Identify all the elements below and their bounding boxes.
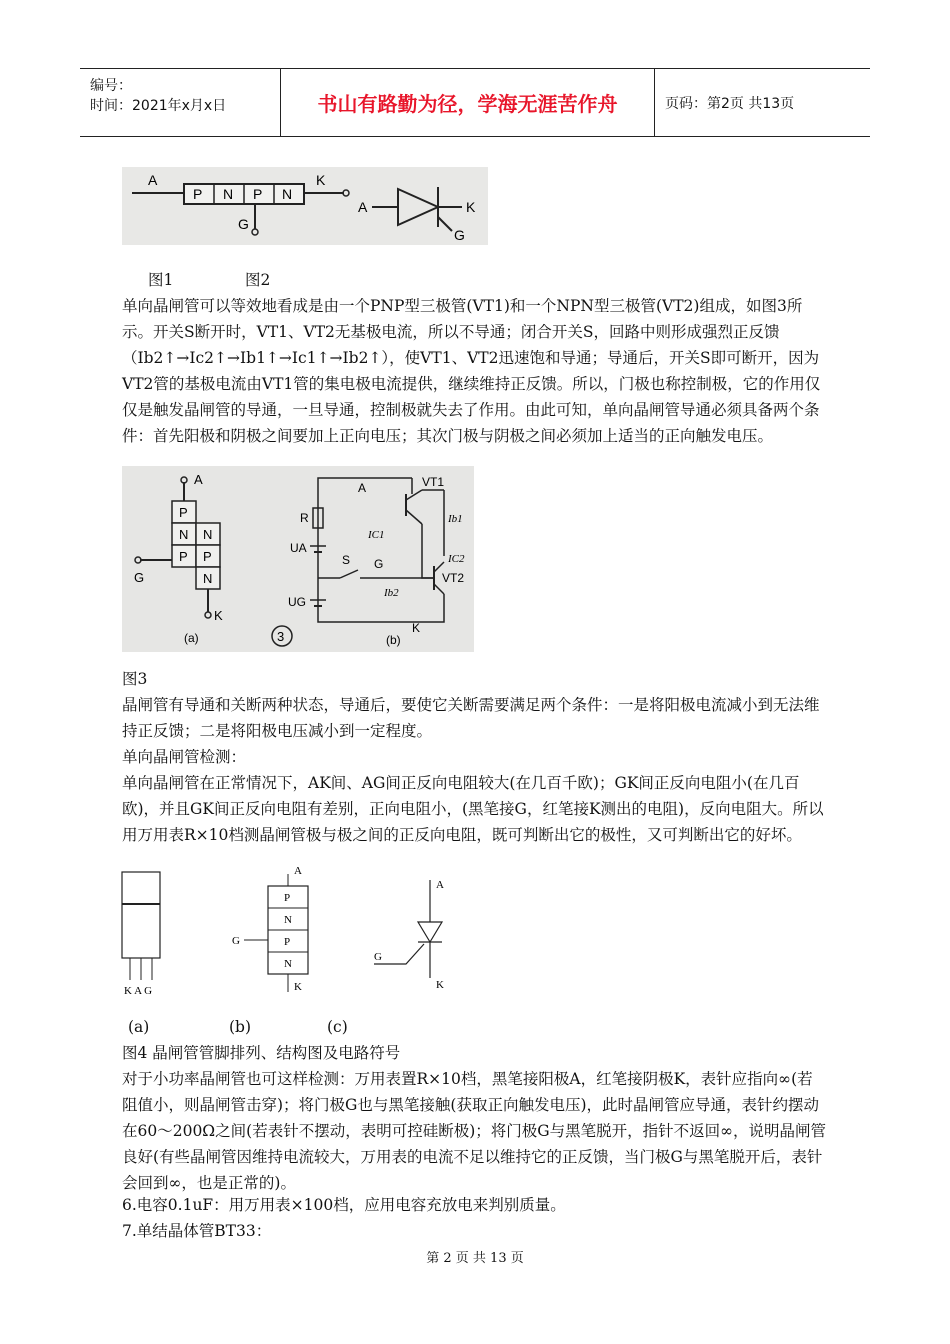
fig3b-label-s: S	[342, 553, 351, 567]
fig3b-label-g: G	[374, 557, 384, 571]
figure-1-2	[122, 167, 488, 245]
fig4b-label-k: K	[294, 981, 302, 993]
fig3b-label-ib2: Ib2	[384, 587, 399, 599]
fig3b-label-ib1: Ib1	[448, 513, 463, 525]
fig1-label-p2: P	[253, 186, 263, 202]
fig1-label-n2: N	[282, 186, 293, 202]
fig3b-caption: (b)	[386, 633, 401, 647]
fig4b-label-p2: P	[284, 936, 291, 948]
fig4b-label-p1: P	[284, 892, 291, 904]
fig4b-label-n2: N	[284, 958, 292, 970]
fig1-label-n1: N	[223, 186, 234, 202]
fig4-sub-a: (a)	[128, 1018, 150, 1036]
detection-heading: 单向晶闸管检测：	[122, 748, 247, 766]
fig3b-label-ug: UG	[288, 595, 306, 609]
fig3b-label-r: R	[300, 511, 309, 525]
fig1-label-p1: P	[193, 186, 203, 202]
fig4a-pins: K A G	[124, 985, 153, 997]
fig3a-caption: (a)	[184, 631, 199, 645]
fig1-label-a: A	[148, 172, 158, 188]
serial-label: 编号：	[90, 78, 132, 94]
fig2-label-g: G	[454, 227, 465, 243]
fig2-caption: 图2	[245, 271, 271, 289]
fig4b-label-a: A	[294, 865, 302, 877]
fig3a-label-a: A	[194, 472, 203, 487]
fig1-caption: 图1	[148, 271, 174, 289]
header-motto: 书山有路勤为径，学海无涯苦作舟	[281, 69, 655, 136]
header-page-info: 页码：第2页 共13页	[665, 95, 795, 112]
figure-4	[118, 860, 458, 1002]
figure-3	[122, 466, 474, 652]
fig3b-label-k: K	[412, 621, 421, 635]
fig3a-label-k: K	[214, 608, 223, 623]
fig4c-label-a: A	[436, 879, 444, 891]
paragraph-detection: 单向晶闸管在正常情况下，AK间、AG间正反向电阻较大(在几百千欧)；GK间正反向电阻小(在几百欧)，并且GK间正反向电阻有差别，正向电阻小，(黑笔接G，红笔接K测出的电阻)，反向电阻大。所以用万用表R×10档测晶闸管极与极之间的正反向电阻，既可判断出它的极性，又可判断出它的好坏。	[122, 774, 824, 844]
fig3a-label-n2: N	[203, 527, 213, 542]
page-footer: 第 2 页 共 13 页	[426, 1251, 524, 1266]
item-capacitor: 6.电容0.1uF：用万用表×100档，应用电容充放电来判别质量。	[122, 1196, 566, 1214]
fig3b-label-ua: UA	[290, 541, 307, 555]
fig4c-label-g: G	[374, 951, 382, 963]
fig3b-label-vt2: VT2	[442, 571, 465, 585]
fig3b-label-a: A	[358, 481, 367, 495]
paragraph-turnoff: 晶闸管有导通和关断两种状态，导通后，要使它关断需要满足两个条件：一是将阳极电流减小到无法维持正反馈；二是将阳极电压减小到一定程度。	[122, 696, 820, 740]
fig3a-label-g: G	[134, 570, 145, 585]
fig3-caption: 图3	[122, 670, 148, 688]
paragraph-equivalent: 单向晶闸管可以等效地看成是由一个PNP型三极管(VT1)和一个NPN型三极管(VT2)组成，如图3所示。开关S断开时，VT1、VT2无基极电流，所以不导通；闭合开关S，回路中则形成强烈正反馈（Ib2↑→Ic2↑→Ib1↑→Ic1↑→Ib2↑），使VT1、VT2迅速饱和导通；导通后，开关S即可断开，因为VT2管的基极电流由VT1管的集电极电流提供，继续维持正反馈。所以，门极也称控制极，它的作用仅仅是触发晶闸管的导通，一旦导通，控制极就失去了作用。由此可知，单向晶闸管导通必须具备两个条件：首先阳极和阴极之间要加上正向电压；其次门极与阴极之间必须加上适当的正向触发电压。	[122, 297, 821, 445]
fig3b-label-ic2: IC2	[448, 553, 465, 565]
fig4b-label-g: G	[232, 935, 240, 947]
fig3-number: 3	[277, 629, 285, 644]
header-meta	[80, 69, 281, 136]
item-ujt: 7.单结晶体管BT33：	[122, 1222, 272, 1240]
fig4-sub-c: (c)	[327, 1018, 348, 1036]
fig4b-label-n1: N	[284, 914, 292, 926]
fig3a-label-p1: P	[179, 505, 188, 520]
fig3b-label-ic1: IC1	[368, 529, 385, 541]
fig1-label-g: G	[238, 216, 249, 232]
date-label: 时间：2021年x月x日	[90, 98, 227, 114]
fig3a-label-p2: P	[179, 549, 188, 564]
fig4-sub-b: (b)	[229, 1018, 252, 1036]
fig4-caption: 图4 晶闸管管脚排列、结构图及电路符号	[122, 1044, 401, 1062]
fig3b-label-vt1: VT1	[422, 475, 445, 489]
fig3a-label-n1: N	[179, 527, 189, 542]
page-header	[80, 68, 870, 137]
paragraph-low-power: 对于小功率晶闸管也可这样检测：万用表置R×10档，黑笔接阳极A，红笔接阴极K，表针应指向∞(若阻值小，则晶闸管击穿)；将门极G也与黑笔接触(获取正向触发电压)，此时晶闸管应导通，表针约摆动在60～200Ω之间(若表针不摆动，表明可控硅断极)；将门极G与黑笔脱开，指针不返回∞，说明晶闸管良好(有些晶闸管因维持电流较大，万用表的电流不足以维持它的正反馈，当门极G与黑笔脱开后，表针会回到∞，也是正常的)。	[122, 1070, 827, 1192]
fig1-label-k: K	[316, 172, 326, 188]
fig2-label-k: K	[466, 199, 476, 215]
fig2-label-a: A	[358, 199, 368, 215]
fig4c-label-k: K	[436, 979, 444, 991]
fig3a-label-p3: P	[203, 549, 212, 564]
fig3a-label-n3: N	[203, 571, 213, 586]
